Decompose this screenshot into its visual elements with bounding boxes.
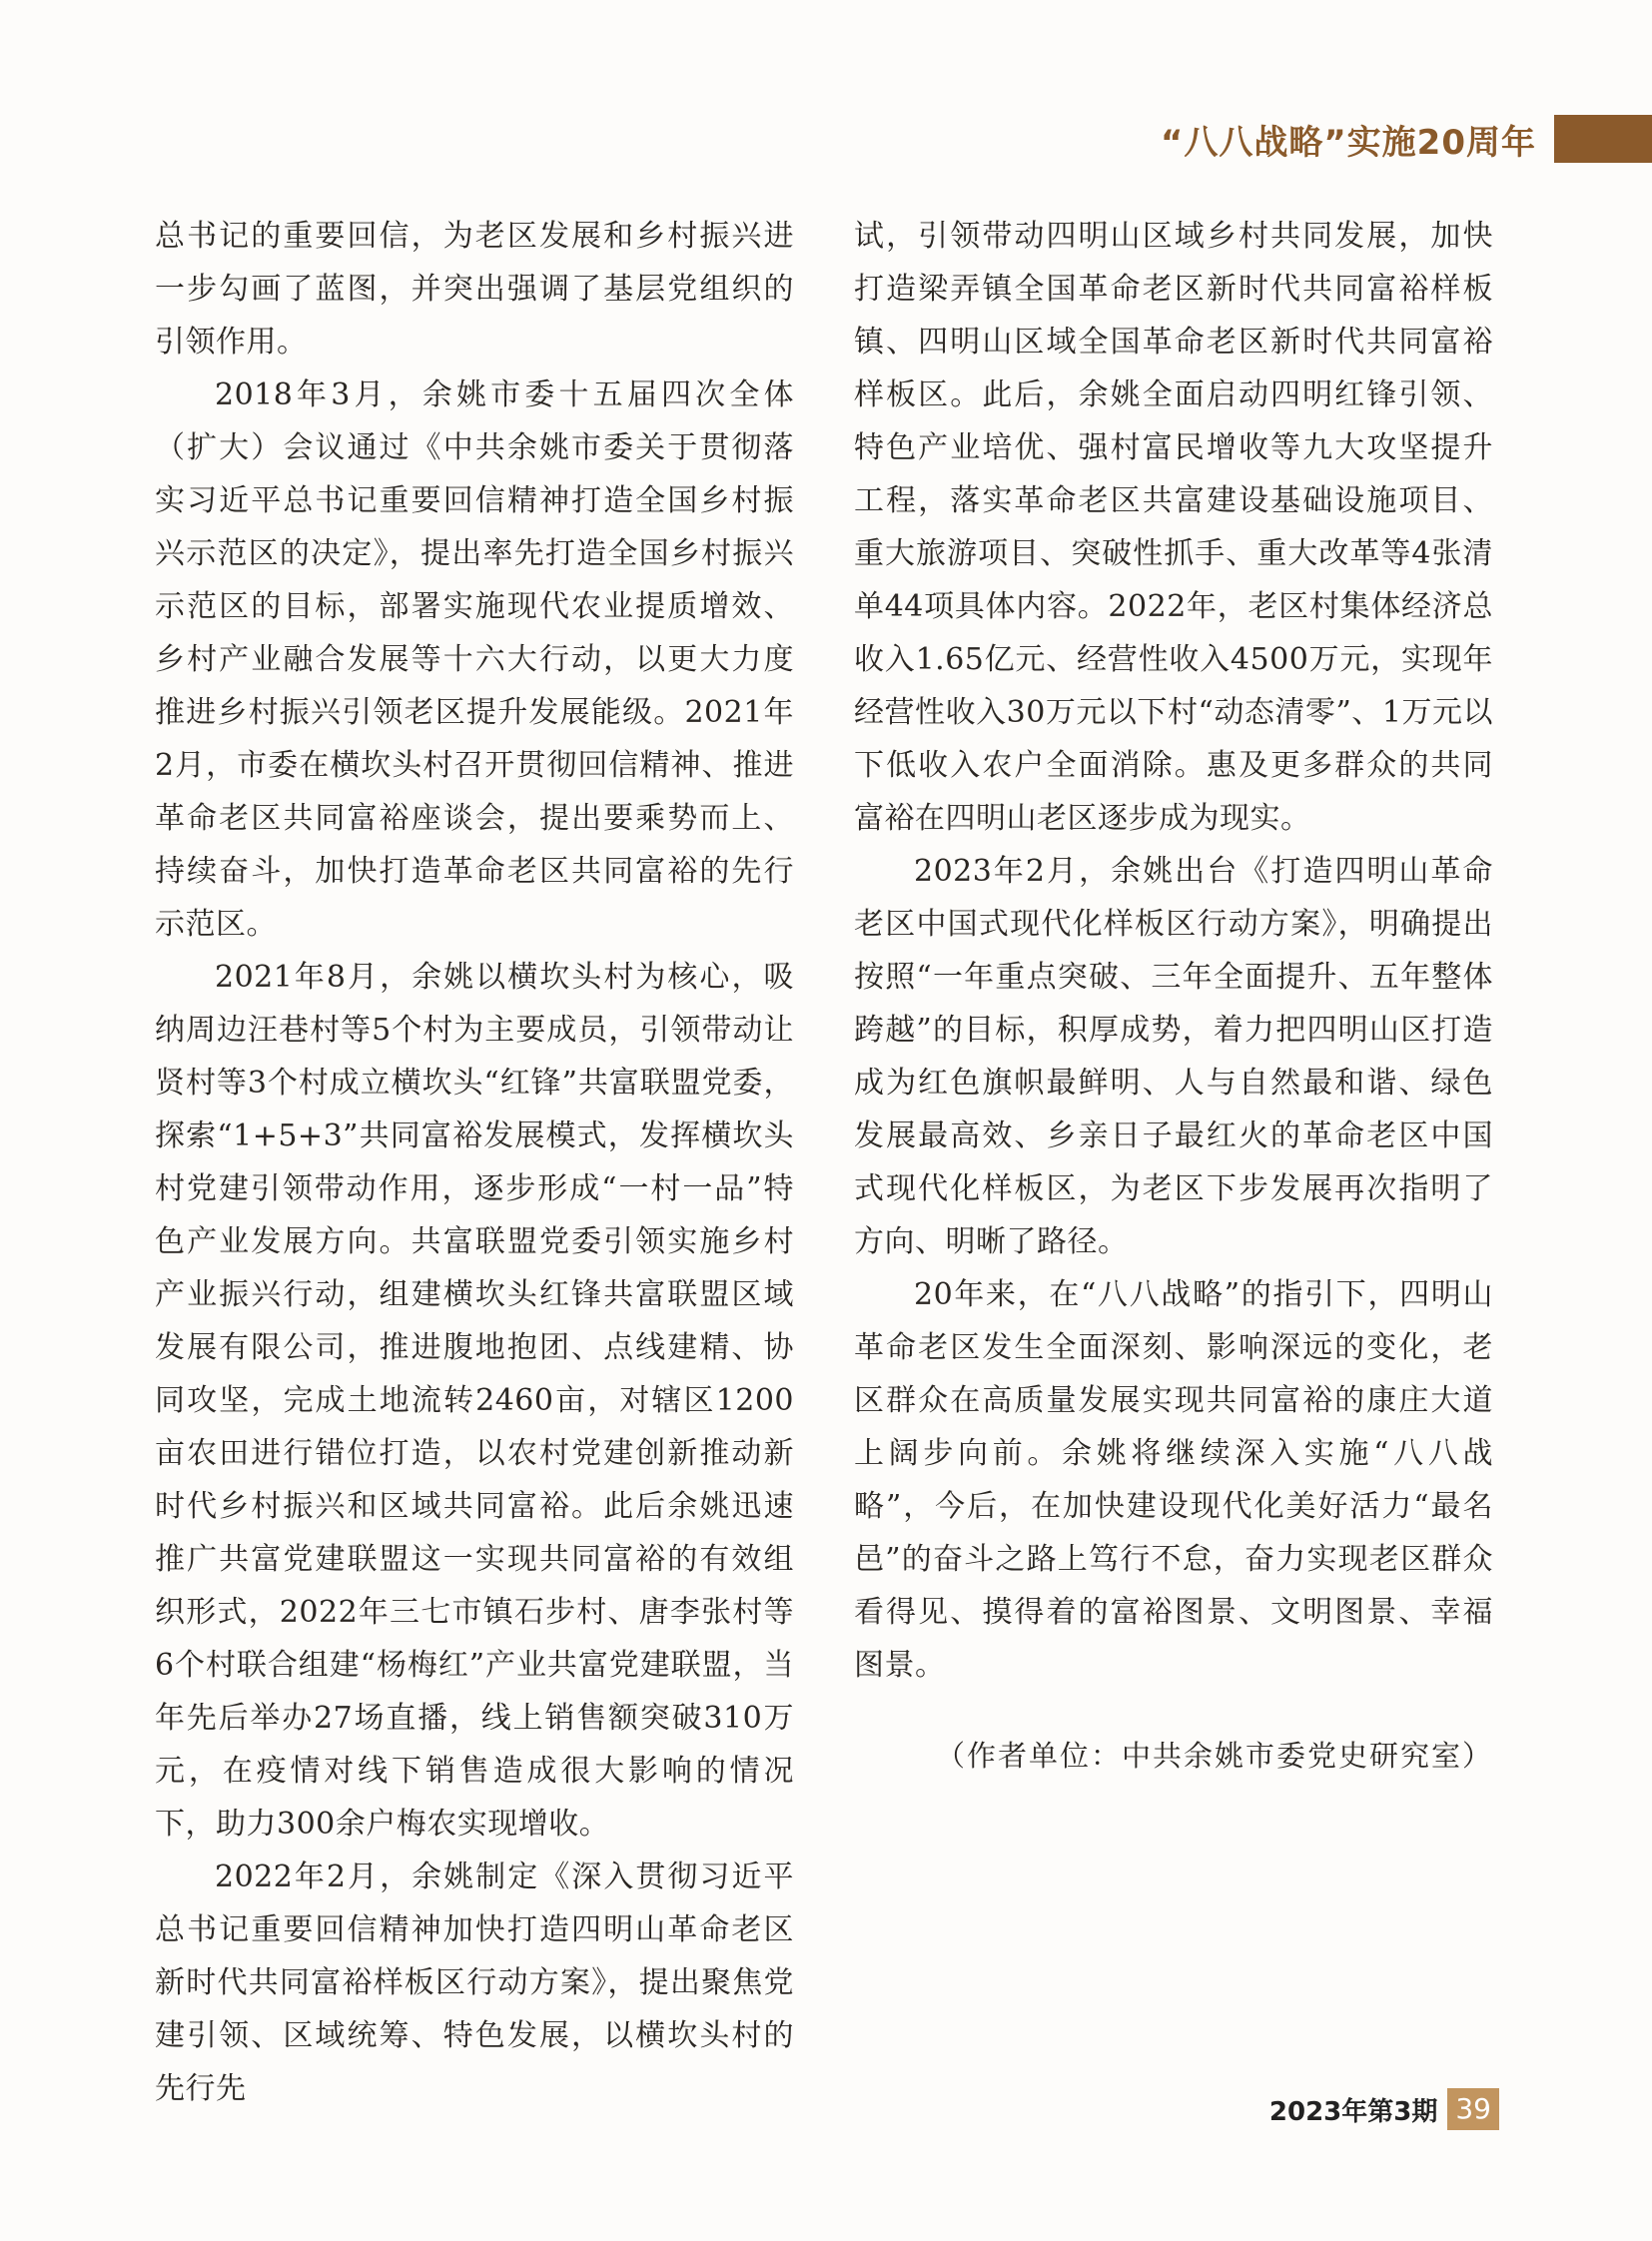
paragraph: 试，引领带动四明山区域乡村共同发展，加快打造梁弄镇全国革命老区新时代共同富裕样板镇、四明山区域全国革命老区新时代共同富裕样板区。此后，余姚全面启动四明红锋引领、特色产业培优、强村富民增收等九大攻坚提升工程，落实革命老区共富建设基础设施项目、重大旅游项目、突破性抓手、重大改革等4张清单44项具体内容。2022年，老区村集体经济总收入1.65亿元、经营性收入4500万元，实现年经营性收入30万元以下村“动态清零”、1万元以下低收入农户全面消除。惠及更多群众的共同富裕在四明山老区逐步成为现实。 [854,219,1493,836]
right-column [854,210,1493,1783]
left-column [155,210,794,2115]
paragraph: 总书记的重要回信，为老区发展和乡村振兴进一步勾画了蓝图，并突出强调了基层党组织的引领作用。 [155,219,794,360]
page-number: 39 [1447,2088,1499,2130]
paragraph: 2021年8月，余姚以横坎头村为核心，吸纳周边汪巷村等5个村为主要成员，引领带动让贤村等3个村成立横坎头“红锋”共富联盟党委，探索“1+5+3”共同富裕发展模式，发挥横坎头村党建引领带动作用，逐步形成“一村一品”特色产业发展方向。共富联盟党委引领实施乡村产业振兴行动，组建横坎头红锋共富联盟区域发展有限公司，推进腹地抱团、点线建精、协同攻坚，完成土地流转2460亩，对辖区1200亩农田进行错位打造，以农村党建创新推动新时代乡村振兴和区域共同富裕。此后余姚迅速推广共富党建联盟这一实现共同富裕的有效组织形式，2022年三七市镇石步村、唐李张村等6个村联合组建“杨梅红”产业共富党建联盟，当年先后举办27场直播，线上销售额突破310万元，在疫情对线下销售造成很大影响的情况下，助力300余户梅农实现增收。 [155,960,794,1842]
section-header [1161,114,1652,164]
section-title: “八八战略”实施20周年 [1160,122,1536,163]
paragraph: 2022年2月，余姚制定《深入贯彻习近平总书记重要回信精神加快打造四明山革命老区新时代共同富裕样板区行动方案》，提出聚焦党建引领、区域统筹、特色发展，以横坎头村的先行先 [155,1860,794,2106]
author-note: （作者单位：中共余姚市委党史研究室） [935,1739,1493,1773]
header-accent-bar [1554,115,1652,163]
paragraph: 2018年3月，余姚市委十五届四次全体（扩大）会议通过《中共余姚市委关于贯彻落实习近平总书记重要回信精神打造全国乡村振兴示范区的决定》，提出率先打造全国乡村振兴示范区的目标，部署实施现代农业提质增效、乡村产业融合发展等十六大行动，以更大力度推进乡村振兴引领老区提升发展能级。2021年2月，市委在横坎头村召开贯彻回信精神、推进革命老区共同富裕座谈会，提出要乘势而上、持续奋斗，加快打造革命老区共同富裕的先行示范区。 [155,377,794,942]
paragraph: 2023年2月，余姚出台《打造四明山革命老区中国式现代化样板区行动方案》，明确提出按照“一年重点突破、三年全面提升、五年整体跨越”的目标，积厚成势，着力把四明山区打造成为红色旗帜最鲜明、人与自然最和谐、绿色发展最高效、乡亲日子最红火的革命老区中国式现代化样板区，为老区下步发展再次指明了方向、明晰了路径。 [854,854,1493,1259]
page-footer [1269,2088,1499,2130]
issue-label: 2023年第3期 [1268,2096,1438,2127]
paragraph: 20年来，在“八八战略”的指引下，四明山革命老区发生全面深刻、影响深远的变化，老区群众在高质量发展实现共同富裕的康庄大道上阔步向前。余姚将继续深入实施“八八战略”，今后，在加快建设现代化美好活力“最名邑”的奋斗之路上笃行不怠，奋力实现老区群众看得见、摸得着的富裕图景、文明图景、幸福图景。 [854,1277,1493,1683]
